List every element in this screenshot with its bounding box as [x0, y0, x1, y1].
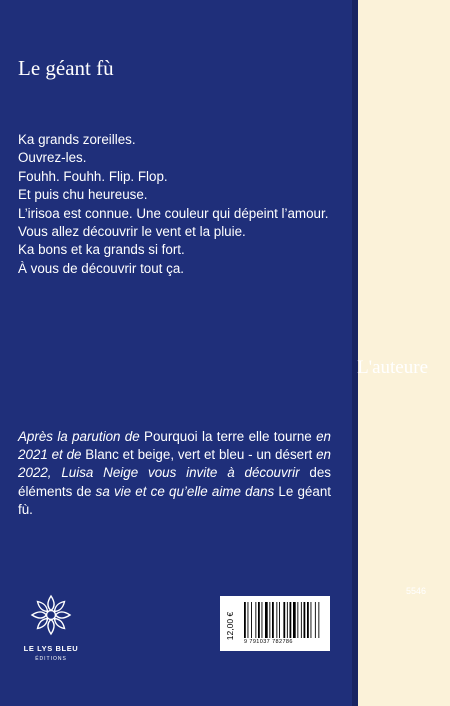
- poem-line: Fouhh. Fouhh. Flip. Flop.: [18, 168, 168, 184]
- barcode-bar: [283, 602, 285, 638]
- bio-text-italic: en 2021 et de: [18, 429, 331, 463]
- barcode-bar: [255, 602, 256, 638]
- poem-line: Vous allez découvrir le vent et la pluie.: [18, 224, 246, 240]
- barcode-bar: [279, 602, 280, 638]
- poem-line: Et puis chu heureuse.: [18, 187, 148, 203]
- poem-line: Ka bons et ka grands si fort.: [18, 242, 185, 258]
- barcode-bar: [244, 602, 246, 638]
- barcode-bar: [272, 602, 274, 638]
- bio-text-italic: Après la parution de: [18, 429, 145, 444]
- poem-line: L’irisoa est connue. Une couleur qui dépeint l’amour.: [18, 205, 329, 221]
- barcode-bar: [248, 602, 249, 638]
- bio-book-title: Blanc et beige, vert et bleu - un désert: [85, 447, 313, 463]
- barcode-bar: [269, 602, 270, 638]
- barcode-bar: [304, 602, 306, 638]
- author-heading: L'auteure: [357, 357, 428, 378]
- author-bio: [18, 428, 331, 519]
- book-spine: [358, 0, 450, 706]
- poem: [18, 131, 328, 278]
- bio-book-title: Pourquoi la terre elle tourne: [144, 429, 312, 444]
- barcode-bar: [276, 602, 277, 638]
- book-title: Le géant fù: [18, 56, 114, 80]
- barcode: [244, 602, 322, 638]
- bio-text-italic: en 2022, Luisa Neige vous invite à découvrir: [18, 447, 331, 481]
- barcode-bar: [311, 602, 312, 638]
- barcode-bar: [297, 602, 298, 638]
- poem-line: Ka grands zoreilles.: [18, 132, 136, 147]
- barcode-bar: [290, 602, 292, 638]
- bio-book-title: Le géant fù.: [18, 483, 331, 517]
- barcode-bar: [251, 602, 252, 638]
- barcode-bar: [315, 602, 316, 638]
- barcode-bar: [293, 602, 296, 638]
- barcode-bar: [318, 602, 319, 638]
- barcode-bar: [307, 602, 309, 638]
- publisher-name: LE LYS BLEU: [23, 644, 79, 653]
- isbn-number: 9 791037 782786: [244, 639, 293, 645]
- poem-line: Ouvrez-les.: [18, 150, 87, 166]
- barcode-bar: [265, 602, 268, 638]
- poem-line: À vous de découvrir tout ça.: [18, 260, 184, 276]
- bio-text: des éléments de: [18, 465, 331, 499]
- barcode-bar: [262, 602, 263, 638]
- barcode-bar: [258, 602, 260, 638]
- publisher-subtitle: ÉDITIONS: [35, 656, 67, 662]
- bio-text-italic: sa vie et ce qu’elle aime dans: [95, 483, 275, 499]
- price-text: 12,00 €: [225, 611, 235, 641]
- price-label: [225, 611, 235, 641]
- barcode-bar: [301, 602, 302, 638]
- lily-flower-logo: [26, 592, 76, 638]
- barcode-bar: [287, 602, 288, 638]
- product-code: 5546: [405, 586, 426, 596]
